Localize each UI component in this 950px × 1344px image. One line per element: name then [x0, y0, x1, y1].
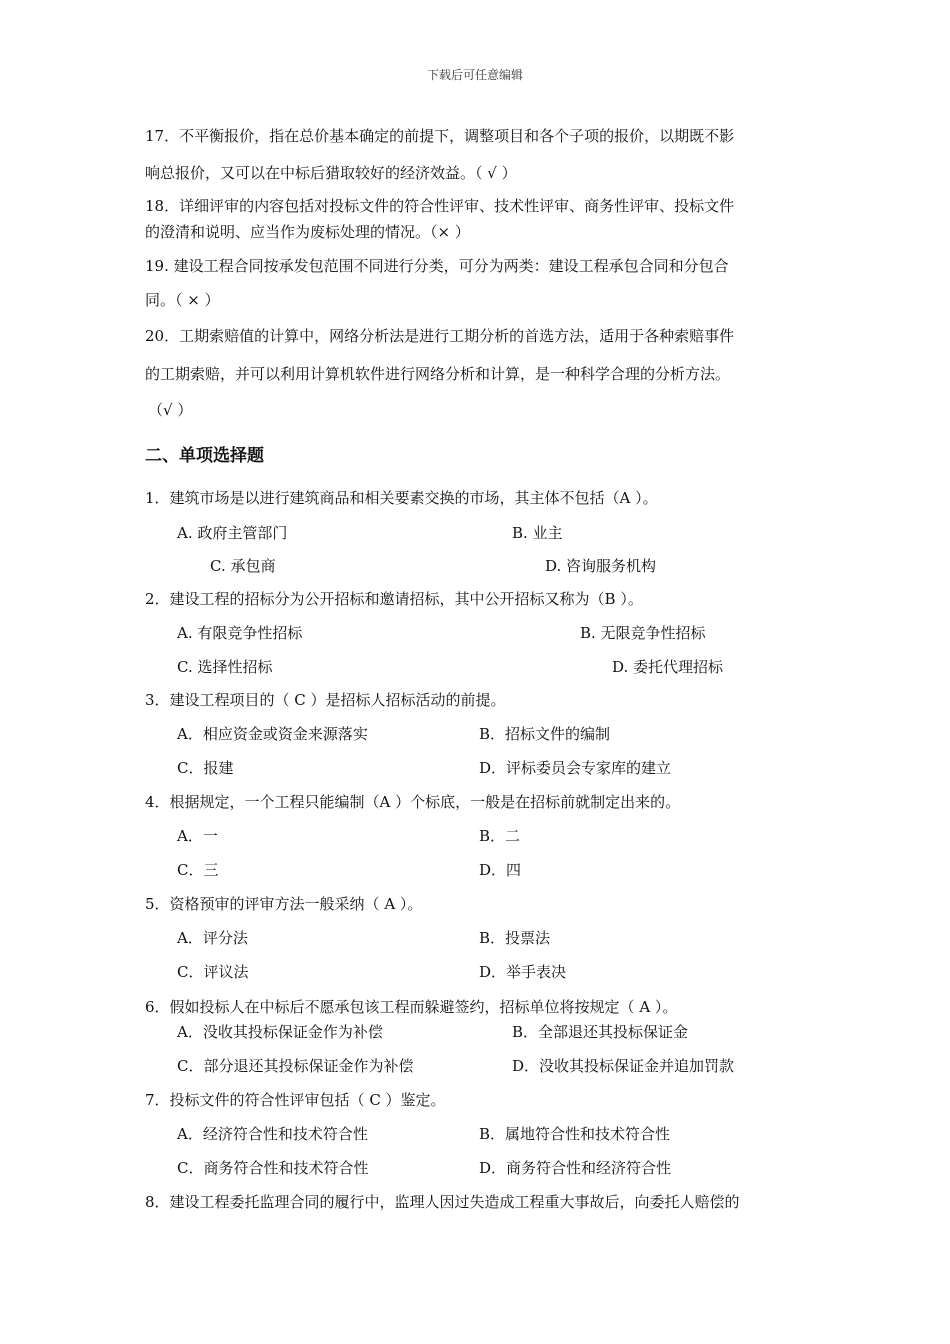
page-header: 下载后可任意编辑 — [426, 68, 523, 82]
tf-20-line-2: 的工期索赔，并可以利用计算机软件进行网络分析和计算，是一种科学合理的分析方法。 — [145, 365, 731, 383]
question-3-stem: 3．建设工程项目的（ C ）是招标人招标活动的前提。 — [145, 691, 506, 709]
question-5-option-c: C．评议法 — [177, 963, 249, 981]
question-6-stem: 6．假如投标人在中标后不愿承包该工程而躲避签约，招标单位将按规定（ A ）。 — [145, 998, 678, 1016]
question-4-option-c: C．三 — [177, 861, 219, 879]
question-2-stem: 2．建设工程的招标分为公开招标和邀请招标，其中公开招标又称为（B ）。 — [145, 590, 643, 608]
question-2-option-c: C. 选择性招标 — [177, 658, 273, 676]
question-2-option-d: D. 委托代理招标 — [612, 658, 724, 676]
question-2-option-b: B. 无限竞争性招标 — [580, 624, 706, 642]
question-2-option-a: A. 有限竞争性招标 — [177, 624, 303, 642]
question-4-option-b: B．二 — [479, 827, 521, 845]
question-3-option-b: B．招标文件的编制 — [479, 725, 611, 743]
question-6-option-b: B．全部退还其投标保证金 — [512, 1023, 689, 1041]
tf-17-line-1: 17．不平衡报价，指在总价基本确定的前提下，调整项目和各个子项的报价，以期既不影 — [145, 127, 735, 145]
question-3-option-c: C．报建 — [177, 759, 234, 777]
question-7-option-a: A．经济符合性和技术符合性 — [177, 1125, 368, 1143]
question-7-option-b: B．属地符合性和技术符合性 — [479, 1125, 671, 1143]
section-title: 二、单项选择题 — [145, 446, 264, 466]
tf-18-line-2: 的澄清和说明、应当作为废标处理的情况。（× ） — [145, 223, 470, 241]
question-1-option-b: B. 业主 — [512, 524, 563, 542]
question-7-option-d: D．商务符合性和经济符合性 — [479, 1159, 672, 1177]
question-4-option-d: D．四 — [479, 861, 522, 879]
tf-17-line-2: 响总报价，又可以在中标后猎取较好的经济效益。（ √ ） — [145, 164, 517, 182]
question-3-option-a: A．相应资金或资金来源落实 — [177, 725, 368, 743]
question-7-stem: 7．投标文件的符合性评审包括（ C ）鉴定。 — [145, 1091, 446, 1109]
tf-20-line-3: （√ ） — [148, 401, 193, 419]
tf-18-line-1: 18．详细评审的内容包括对投标文件的符合性评审、技术性评审、商务性评审、投标文件 — [145, 197, 735, 215]
question-4-stem: 4．根据规定，一个工程只能编制（A ）个标底，一般是在招标前就制定出来的。 — [145, 793, 681, 811]
question-1-option-a: A. 政府主管部门 — [177, 524, 288, 542]
tf-20-line-1: 20．工期索赔值的计算中，网络分析法是进行工期分析的首选方法，适用于各种索赔事件 — [145, 327, 735, 345]
question-7-option-c: C．商务符合性和技术符合性 — [177, 1159, 369, 1177]
question-3-option-d: D．评标委员会专家库的建立 — [479, 759, 672, 777]
question-1-stem: 1．建筑市场是以进行建筑商品和相关要素交换的市场，其主体不包括（A ）。 — [145, 489, 658, 507]
tf-19-line-1: 19. 建设工程合同按承发包范围不同进行分类，可分为两类：建设工程承包合同和分包合 — [145, 257, 729, 275]
question-6-option-d: D．没收其投标保证金并追加罚款 — [512, 1057, 735, 1075]
tf-19-line-2: 同。（ × ） — [145, 291, 220, 309]
question-8-stem: 8．建设工程委托监理合同的履行中，监理人因过失造成工程重大事故后，向委托人赔偿的 — [145, 1193, 740, 1211]
question-5-option-d: D．举手表决 — [479, 963, 567, 981]
question-6-option-a: A．没收其投标保证金作为补偿 — [177, 1023, 383, 1041]
question-1-option-c: C. 承包商 — [210, 557, 276, 575]
question-5-option-a: A．评分法 — [177, 929, 248, 947]
question-5-stem: 5．资格预审的评审方法一般采纳（ A ）。 — [145, 895, 423, 913]
question-5-option-b: B．投票法 — [479, 929, 551, 947]
question-6-option-c: C．部分退还其投标保证金作为补偿 — [177, 1057, 414, 1075]
question-1-option-d: D. 咨询服务机构 — [545, 557, 657, 575]
question-4-option-a: A．一 — [177, 827, 218, 845]
